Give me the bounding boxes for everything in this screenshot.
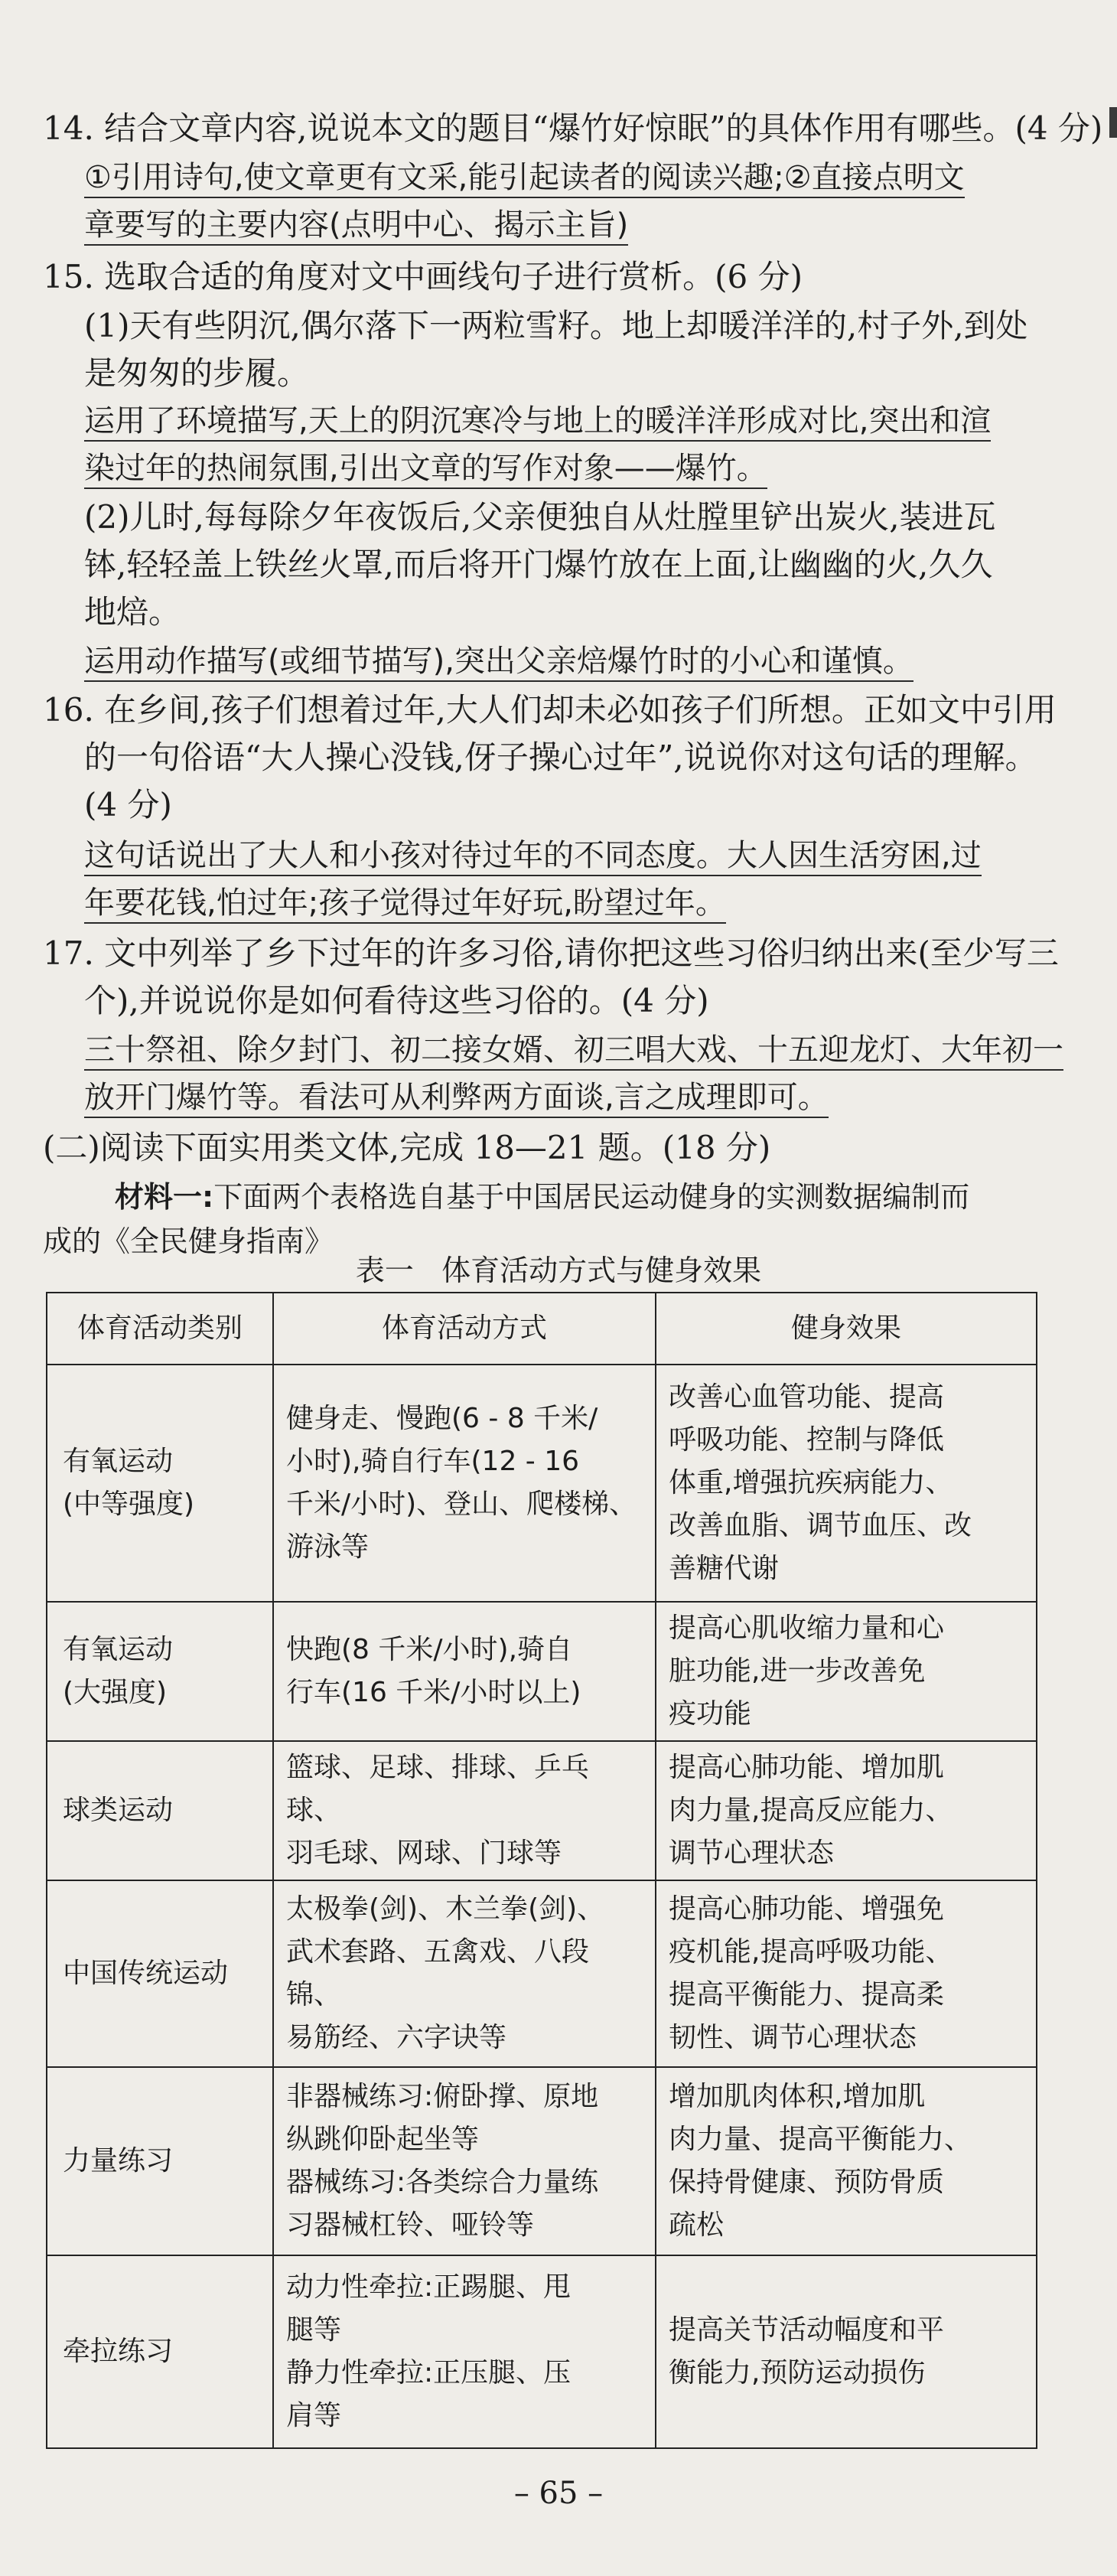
table-row <box>47 1602 1037 1741</box>
table-cell-category: 牵拉练习 <box>47 2255 273 2448</box>
table-cell-effect: 增加肌肉体积,增加肌 肉力量、提高平衡能力、 保持骨健康、预防骨质 疏松 <box>656 2067 1037 2255</box>
table-cell-category: 球类运动 <box>47 1741 273 1880</box>
table-row <box>47 2255 1037 2448</box>
q14-answer-line2: 章要写的主要内容(点明中心、揭示主旨) <box>84 202 628 248</box>
table-header: 健身效果 <box>656 1293 1037 1365</box>
q14-question: 14. 结合文章内容,说说本文的题目“爆竹好惊眠”的具体作用有哪些。(4 分) <box>43 109 1103 147</box>
q14-answer-line1: ①引用诗句,使文章更有文采,能引起读者的阅读兴趣;②直接点明文 <box>84 155 965 201</box>
table-header-row <box>47 1293 1037 1365</box>
table-row <box>47 1880 1037 2067</box>
page-number: – 65 – <box>513 2476 604 2511</box>
q15-answer1-line2: 染过年的热闹氛围,引出文章的写作对象——爆竹。 <box>84 445 767 491</box>
q17-answer-line1: 三十祭祖、除夕封门、初二接女婿、初三唱大戏、十五迎龙灯、大年初一 <box>84 1027 1063 1073</box>
table-row <box>47 1365 1037 1602</box>
table-cell-category: 有氧运动 (大强度) <box>47 1602 273 1741</box>
q16-answer-line1: 这句话说出了大人和小孩对待过年的不同态度。大人因生活穷困,过 <box>84 833 982 879</box>
table-cell-method: 篮球、足球、排球、乒乓球、 羽毛球、网球、门球等 <box>273 1741 656 1880</box>
material-intro-line2: 成的《全民健身指南》 <box>43 1224 334 1258</box>
table-header: 体育活动方式 <box>273 1293 656 1365</box>
table-cell-effect: 提高心肺功能、增加肌 肉力量,提高反应能力、 调节心理状态 <box>656 1741 1037 1880</box>
q15-answer1-line1: 运用了环境描写,天上的阴沉寒冷与地上的暖洋洋形成对比,突出和渲 <box>84 398 991 444</box>
section2-heading: (二)阅读下面实用类文体,完成 18—21 题。(18 分) <box>43 1129 771 1166</box>
table-cell-category: 中国传统运动 <box>47 1880 273 2067</box>
q15-answer2: 运用动作描写(或细节描写),突出父亲焙爆竹时的小心和谨慎。 <box>84 638 913 684</box>
material-intro-line1: 材料一:下面两个表格选自基于中国居民运动健身的实测数据编制而 <box>115 1180 970 1214</box>
q17-answer-line2: 放开门爆竹等。看法可从利弊两方面谈,言之成理即可。 <box>84 1074 829 1120</box>
table-cell-effect: 改善心血管功能、提高 呼吸功能、控制与降低 体重,增强抗疾病能力、 改善血脂、调节血压、改 善糖代谢 <box>656 1365 1037 1602</box>
table-cell-category: 力量练习 <box>47 2067 273 2255</box>
q15-sentence1-line1: (1)天有些阴沉,偶尔落下一两粒雪籽。地上却暖洋洋的,村子外,到处 <box>84 307 1028 344</box>
right-edge-mark <box>1109 107 1117 138</box>
table-title: 表一 体育活动方式与健身效果 <box>355 1254 762 1287</box>
table-cell-effect: 提高心肺功能、增强免 疫机能,提高呼吸功能、 提高平衡能力、提高柔 韧性、调节心理状态 <box>656 1880 1037 2067</box>
table-row <box>47 1741 1037 1880</box>
q15-sentence1-line2: 是匆匆的步履。 <box>84 354 310 392</box>
q16-question-line3: (4 分) <box>84 786 172 823</box>
table-cell-category: 有氧运动 (中等强度) <box>47 1365 273 1602</box>
q15-sentence2-line2: 钵,轻轻盖上铁丝火罩,而后将开门爆竹放在上面,让幽幽的火,久久 <box>84 546 993 583</box>
table-row <box>47 2067 1037 2255</box>
material-label: 材料一: <box>115 1180 214 1214</box>
q15-question: 15. 选取合适的角度对文中画线句子进行赏析。(6 分) <box>43 258 803 295</box>
table-cell-method: 太极拳(剑)、木兰拳(剑)、 武术套路、五禽戏、八段锦、 易筋经、六字诀等 <box>273 1880 656 2067</box>
table-cell-method: 动力性牵拉:正踢腿、甩 腿等 静力性牵拉:正压腿、压 肩等 <box>273 2255 656 2448</box>
table-cell-effect: 提高关节活动幅度和平 衡能力,预防运动损伤 <box>656 2255 1037 2448</box>
table-header: 体育活动类别 <box>47 1293 273 1365</box>
table-cell-effect: 提高心肌收缩力量和心 脏功能,进一步改善免 疫功能 <box>656 1602 1037 1741</box>
q17-question-line1: 17. 文中列举了乡下过年的许多习俗,请你把这些习俗归纳出来(至少写三 <box>43 934 1059 972</box>
q16-answer-line2: 年要花钱,怕过年;孩子觉得过年好玩,盼望过年。 <box>84 880 726 926</box>
q15-sentence2-line3: 地焙。 <box>84 593 181 631</box>
fitness-table <box>46 1292 1037 2449</box>
table-cell-method: 快跑(8 千米/小时),骑自 行车(16 千米/小时以上) <box>273 1602 656 1741</box>
q17-question-line2: 个),并说说你是如何看待这些习俗的。(4 分) <box>84 982 709 1019</box>
q16-question-line1: 16. 在乡间,孩子们想着过年,大人们却未必如孩子们所想。正如文中引用 <box>43 691 1057 729</box>
q15-sentence2-line1: (2)儿时,每每除夕年夜饭后,父亲便独自从灶膛里铲出炭火,装进瓦 <box>84 498 996 536</box>
table-cell-method: 健身走、慢跑(6 - 8 千米/ 小时),骑自行车(12 - 16 千米/小时)、登山、爬楼梯、 游泳等 <box>273 1365 656 1602</box>
table-cell-method: 非器械练习:俯卧撑、原地 纵跳仰卧起坐等 器械练习:各类综合力量练 习器械杠铃、哑铃等 <box>273 2067 656 2255</box>
q16-question-line2: 的一句俗语“大人操心没钱,伢子操心过年”,说说你对这句话的理解。 <box>84 739 1037 776</box>
